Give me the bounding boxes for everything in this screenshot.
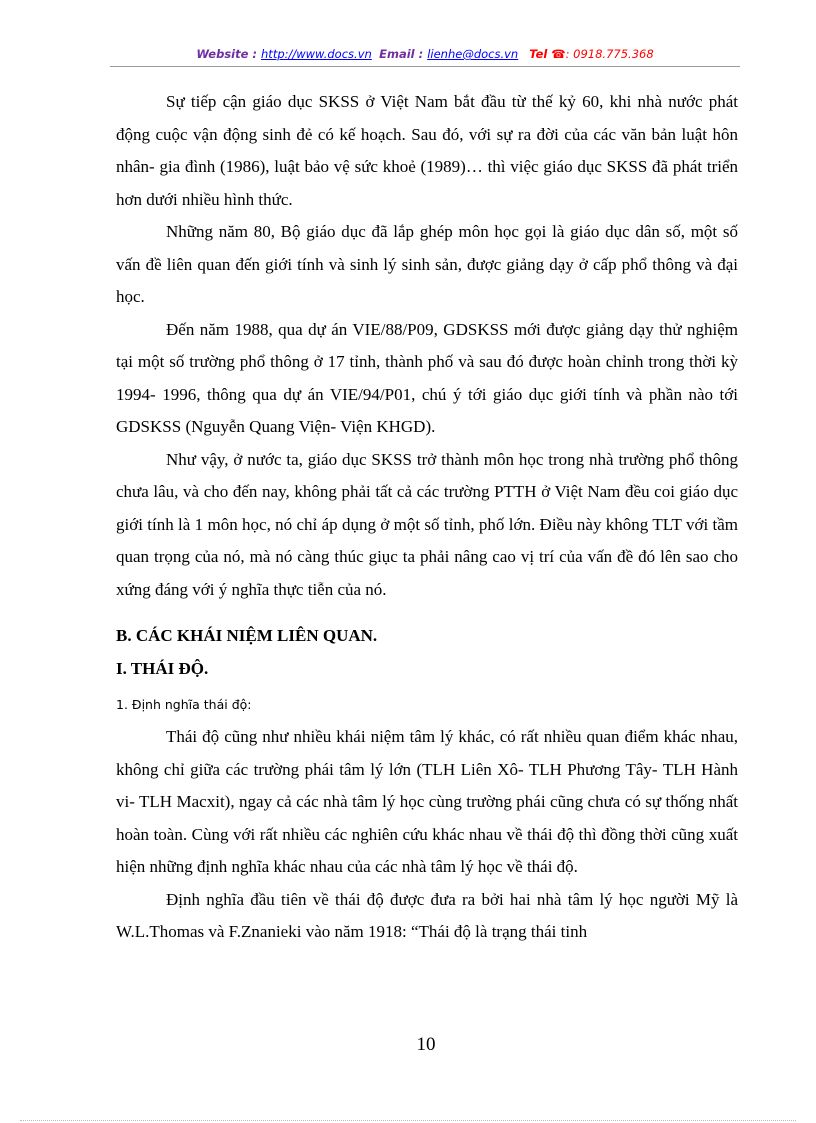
paragraph: Định nghĩa đầu tiên về thái độ được đưa ra bởi hai nhà tâm lý học người Mỹ là W.L.Thomas và F.Znanieki vào năm 1918: “Thái độ là trạng thái tinh [116, 889, 738, 941]
section-heading-i: I. THÁI ĐỘ. [116, 658, 209, 678]
page-header [110, 47, 740, 61]
paragraph: Sự tiếp cận giáo dục SKSS ở Việt Nam bắt đầu từ thế kỷ 60, khi nhà nước phát động cuộc vận động sinh đẻ có kế hoạch. Sau đó, với sự ra đời của các văn bản luật hôn nhân- gia đình (1986), luật bảo vệ sức khoẻ (1989)… thì việc giáo dục SKSS đã phát triển hơn dưới nhiều hình thức. [116, 92, 738, 209]
email-separator: : [414, 47, 428, 61]
paragraph: Thái độ cũng như nhiều khái niệm tâm lý khác, có rất nhiều quan điểm khác nhau, không chỉ giữa các trường phái tâm lý lớn (TLH Liên Xô- TLH Phương Tây- TLH Hành vi- TLH Macxit), ngay cả các nhà tâm lý học cùng trường phái cũng chưa có sự thống nhất hoàn toàn. Cùng với rất nhiều các nghiên cứu khác nhau về thái độ thì đồng thời cũng xuất hiện những định nghĩa khác nhau của các nhà tâm lý học về thái độ. [116, 727, 738, 876]
subheading-definition: 1. Định nghĩa thái độ: [116, 697, 252, 712]
email-label: Email [379, 47, 415, 61]
paragraph: Như vậy, ở nước ta, giáo dục SKSS trở thành môn học trong nhà trường phổ thông chưa lâu, và cho đến nay, không phải tất cả các trường PTTH ở Việt Nam đều coi giáo dục giới tính là 1 môn học, nó chỉ áp dụng ở một số tỉnh, phố lớn. Điều này không TLT với tầm quan trọng của nó, mà nó càng thúc giục ta phải nâng cao vị trí của vấn đề đó lên sao cho xứng đáng với ý nghĩa thực tiễn của nó. [116, 449, 738, 599]
tel-value: : 0918.775.368 [565, 47, 654, 61]
header-divider [110, 66, 740, 67]
document-body [116, 86, 738, 949]
section-heading-b: B. CÁC KHÁI NIỆM LIÊN QUAN. [116, 626, 378, 645]
website-link[interactable]: http://www.docs.vn [261, 47, 372, 61]
email-link[interactable]: lienhe@docs.vn [427, 47, 519, 61]
website-label: Website : [196, 47, 262, 61]
paragraph: Đến năm 1988, qua dự án VIE/88/P09, GDSKSS mới được giảng dạy thử nghiệm tại một số trường phổ thông ở 17 tỉnh, thành phố và sau đó được hoàn chỉnh trong thời kỳ 1994- 1996, thông qua dự án VIE/94/P01, chú ý tới giáo dục giới tính và phần nào tới GDSKSS (Nguyễn Quang Viện- Viện KHGD). [116, 319, 738, 436]
tel-label: Tel ☎ [529, 47, 566, 61]
paragraph: Những năm 80, Bộ giáo dục đã lắp ghép môn học gọi là giáo dục dân số, một số vấn đề liên quan đến giới tính và sinh lý sinh sản, được giảng dạy ở cấp phổ thông và đại học. [116, 222, 738, 306]
page-bottom-divider [20, 1120, 796, 1121]
page-number: 10 [416, 1034, 436, 1055]
